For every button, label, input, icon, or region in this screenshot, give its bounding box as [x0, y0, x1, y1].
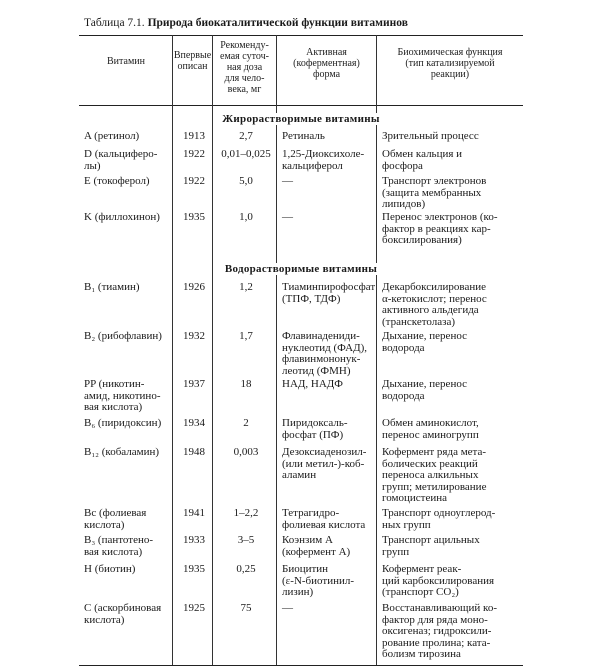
cell-function: Транспорт одноуглерод- ных групп	[382, 507, 496, 531]
cell-form: Дезоксиаденозил- (или метил-)-коб- аламин	[282, 446, 367, 481]
cell-year: 1935	[183, 211, 205, 223]
header-vitamin: Витамин	[107, 56, 145, 67]
cell-function: Перенос электронов (ко- фактор в реакциях кар- боксилирования)	[382, 211, 498, 246]
cell-dose: 1,7	[239, 330, 253, 342]
cell-year: 1934	[183, 417, 205, 429]
cell-year: 1933	[183, 534, 205, 546]
cell-vitamin: B₃ (пантотено- вая кислота)	[84, 534, 153, 558]
cell-function: Обмен кальция и фосфора	[382, 148, 463, 172]
cell-function: Дыхание, перенос водорода	[382, 378, 467, 402]
header-form: Активная (коферментная) форма	[293, 47, 360, 80]
section-water-label: Водорастворимые витамины	[219, 263, 383, 275]
cell-year: 1948	[183, 446, 205, 458]
divider-4	[376, 35, 377, 665]
cell-form: Тетрагидро- фолиевая кислота	[282, 507, 366, 531]
table-caption	[84, 17, 408, 29]
section-fat-soluble	[79, 113, 523, 125]
header-func: Биохимическая функция (тип катализируемой реакции)	[397, 47, 503, 80]
cell-year: 1922	[183, 148, 205, 160]
cell-vitamin: B₁₂ (кобаламин)	[84, 446, 160, 458]
cell-vitamin: B₆ (пиридоксин)	[84, 417, 162, 429]
cell-function: Обмен аминокислот, перенос аминогрупп	[382, 417, 479, 441]
cell-form: —	[282, 211, 293, 223]
cell-dose: 1–2,2	[233, 507, 259, 519]
cell-form: —	[282, 175, 293, 187]
cell-form: Флавинадениди- нуклеотид (ФАД), флавинмононук- леотид (ФМН)	[282, 330, 368, 377]
divider-2	[212, 35, 213, 665]
header-dose: Рекоменду- емая суточ- ная доза для чело- века, мг	[220, 40, 269, 95]
cell-vitamin: B₁ (тиамин)	[84, 281, 140, 293]
cell-dose: 0,25	[236, 563, 256, 575]
cell-function: Восстанавливающий ко- фактор для ряда моно- оксигеназ; гидроксили- рование пролина; ката- болизм тирозина	[382, 602, 497, 660]
cell-year: 1932	[183, 330, 205, 342]
rule-bottom	[79, 665, 523, 666]
cell-dose: 2,7	[239, 130, 253, 142]
cell-vitamin: E (токоферол)	[84, 175, 150, 187]
cell-dose: 3–5	[237, 534, 255, 546]
cell-function: Транспорт ацильных групп	[382, 534, 480, 558]
cell-vitamin: C (аскорбиновая кислота)	[84, 602, 162, 626]
cell-year: 1941	[183, 507, 205, 519]
cell-dose: 1,2	[239, 281, 253, 293]
cell-vitamin: Bc (фолиевая кислота)	[84, 507, 147, 531]
cell-year: 1925	[183, 602, 205, 614]
cell-dose: 18	[240, 378, 252, 390]
cell-year: 1926	[183, 281, 205, 293]
caption-title: Природа биокаталитической функции витаминов	[147, 17, 408, 29]
cell-form: Биоцитин (ε-N-биотинил- лизин)	[282, 563, 355, 598]
cell-function: Зрительный процесс	[382, 130, 479, 142]
cell-function: Кофермент ряда мета- болических реакций переноса алкильных групп; метилирование гомоцистеина	[382, 446, 487, 504]
caption-label: Таблица 7.1.	[84, 17, 145, 29]
section-fat-label: Жирорастворимые витамины	[216, 113, 386, 125]
cell-vitamin: B₂ (рибофлавин)	[84, 330, 162, 342]
cell-dose: 75	[240, 602, 252, 614]
cell-form: —	[282, 602, 293, 614]
cell-dose: 5,0	[239, 175, 253, 187]
cell-form: Тиаминпирофосфат (ТПФ, ТДФ)	[282, 281, 376, 305]
cell-dose: 0,01–0,025	[221, 148, 271, 160]
cell-dose: 1,0	[239, 211, 253, 223]
cell-year: 1935	[183, 563, 205, 575]
cell-year: 1937	[183, 378, 205, 390]
cell-function: Транспорт электронов (защита мембранных липидов)	[382, 175, 487, 210]
cell-year: 1913	[183, 130, 205, 142]
cell-vitamin: PP (никотин- амид, никотино- вая кислота)	[84, 378, 161, 413]
cell-vitamin: H (биотин)	[84, 563, 136, 575]
section-water-soluble	[79, 263, 523, 275]
cell-form: Коэнзим A (кофермент A)	[282, 534, 351, 558]
rule-header-bottom	[79, 105, 523, 106]
cell-dose: 0,003	[233, 446, 259, 458]
cell-form: Пиридоксаль- фосфат (ПФ)	[282, 417, 348, 441]
cell-form: НАД, НАДФ	[282, 378, 343, 390]
rule-top	[79, 35, 523, 36]
cell-form: Ретиналь	[282, 130, 325, 142]
cell-vitamin: A (ретинол)	[84, 130, 140, 142]
cell-form: 1,25-Диоксихоле- кальциферол	[282, 148, 365, 172]
cell-dose: 2	[243, 417, 249, 429]
cell-function: Кофермент реак- ций карбоксилирования (транспорт CO₂)	[382, 563, 495, 598]
cell-year: 1922	[183, 175, 205, 187]
cell-vitamin: K (филлохинон)	[84, 211, 160, 223]
header-first: Впервые описан	[173, 50, 212, 72]
cell-function: Дыхание, перенос водорода	[382, 330, 467, 354]
cell-vitamin: D (кальциферо- лы)	[84, 148, 158, 172]
cell-function: Декарбоксилирование α-кетокислот; перенос активного альдегида (транскетолаза)	[382, 281, 487, 328]
